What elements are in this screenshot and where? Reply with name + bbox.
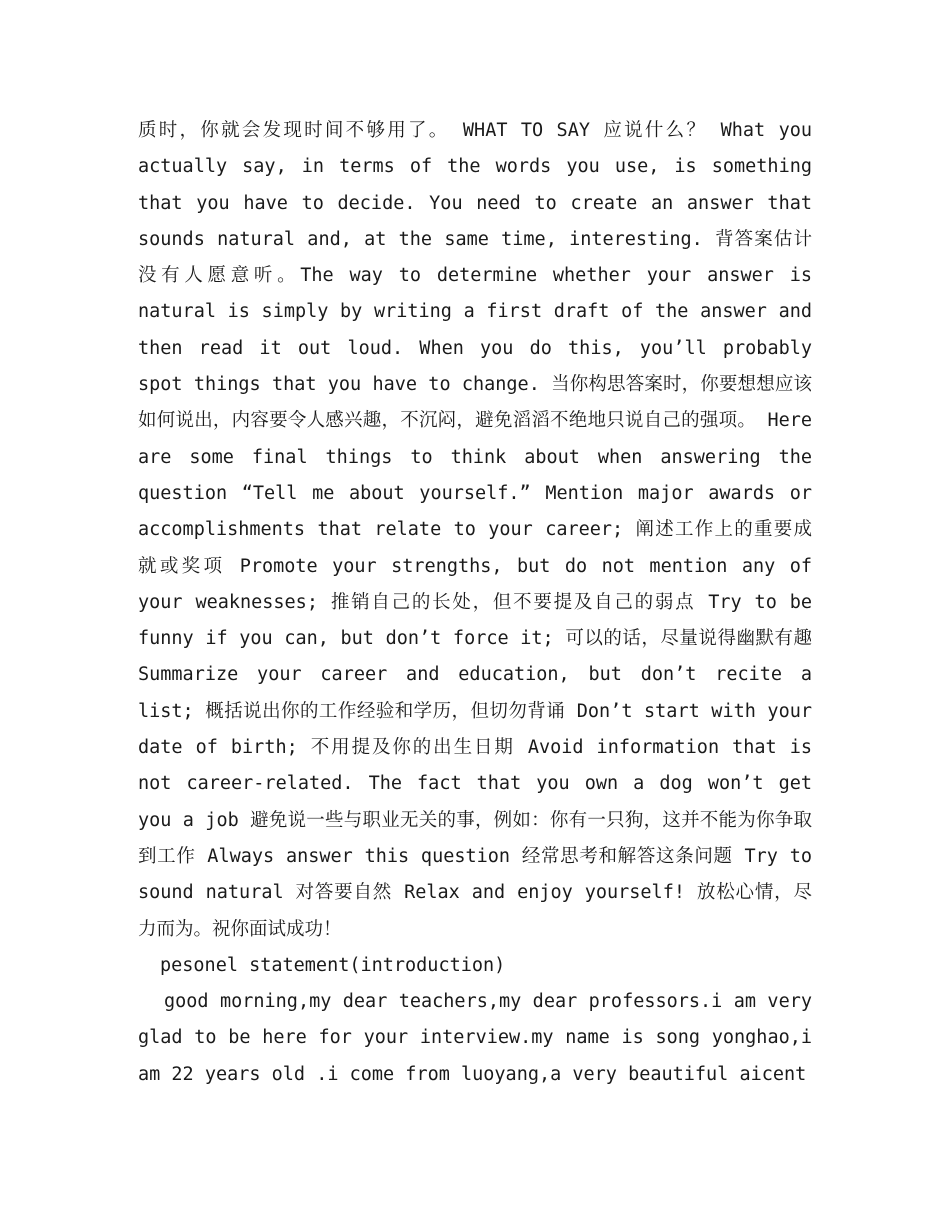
section-heading: pesonel statement(introduction) xyxy=(160,954,506,976)
document-body xyxy=(138,113,812,1093)
introduction-paragraph: good morning,my dear teachers,my dear professors.i am very glad to be here for your interview.my name is song yonghao,i am 22 years old .i come from luoyang,a very beautiful aicent xyxy=(138,991,812,1085)
interview-tips-paragraph: 质时，你就会发现时间不够用了。 WHAT TO SAY 应说什么？ What you actually say, in terms of the words you use, is something that you have to decide. You need to create an answer that sounds natural and, at the same time, interesting. 背答案估计没有人愿意听。The way to determine whether your answer is natural is simply by writing a first draft of the answer and then read it out loud. When you do this, you’ll probably spot things that you have to change. 当你构思答案时，你要想想应该如何说出，内容要令人感兴趣，不沉闷，避免滔滔不绝地只说自己的强项。 Here are some final things to think about when answering the question “Tell me about yourself.” Mention major awards or accomplishments that relate to your career; 阐述工作上的重要成就或奖项 Promote your strengths, but do not mention any of your weaknesses; 推销自己的长处，但不要提及自己的弱点 Try to be funny if you can, but don’t force it; 可以的话，尽量说得幽默有趣 Summarize your career and education, but don’t recite a list; 概括说出你的工作经验和学历，但切勿背诵 Don’t start with your date of birth; 不用提及你的出生日期 Avoid information that is not career-related. The fact that you own a dog won’t get you a job 避免说一些与职业无关的事，例如：你有一只狗，这并不能为你争取到工作 Always answer this question 经常思考和解答这条问题 Try to sound natural 对答要自然 Relax and enjoy yourself! 放松心情，尽力而为。祝你面试成功！ xyxy=(138,120,812,940)
